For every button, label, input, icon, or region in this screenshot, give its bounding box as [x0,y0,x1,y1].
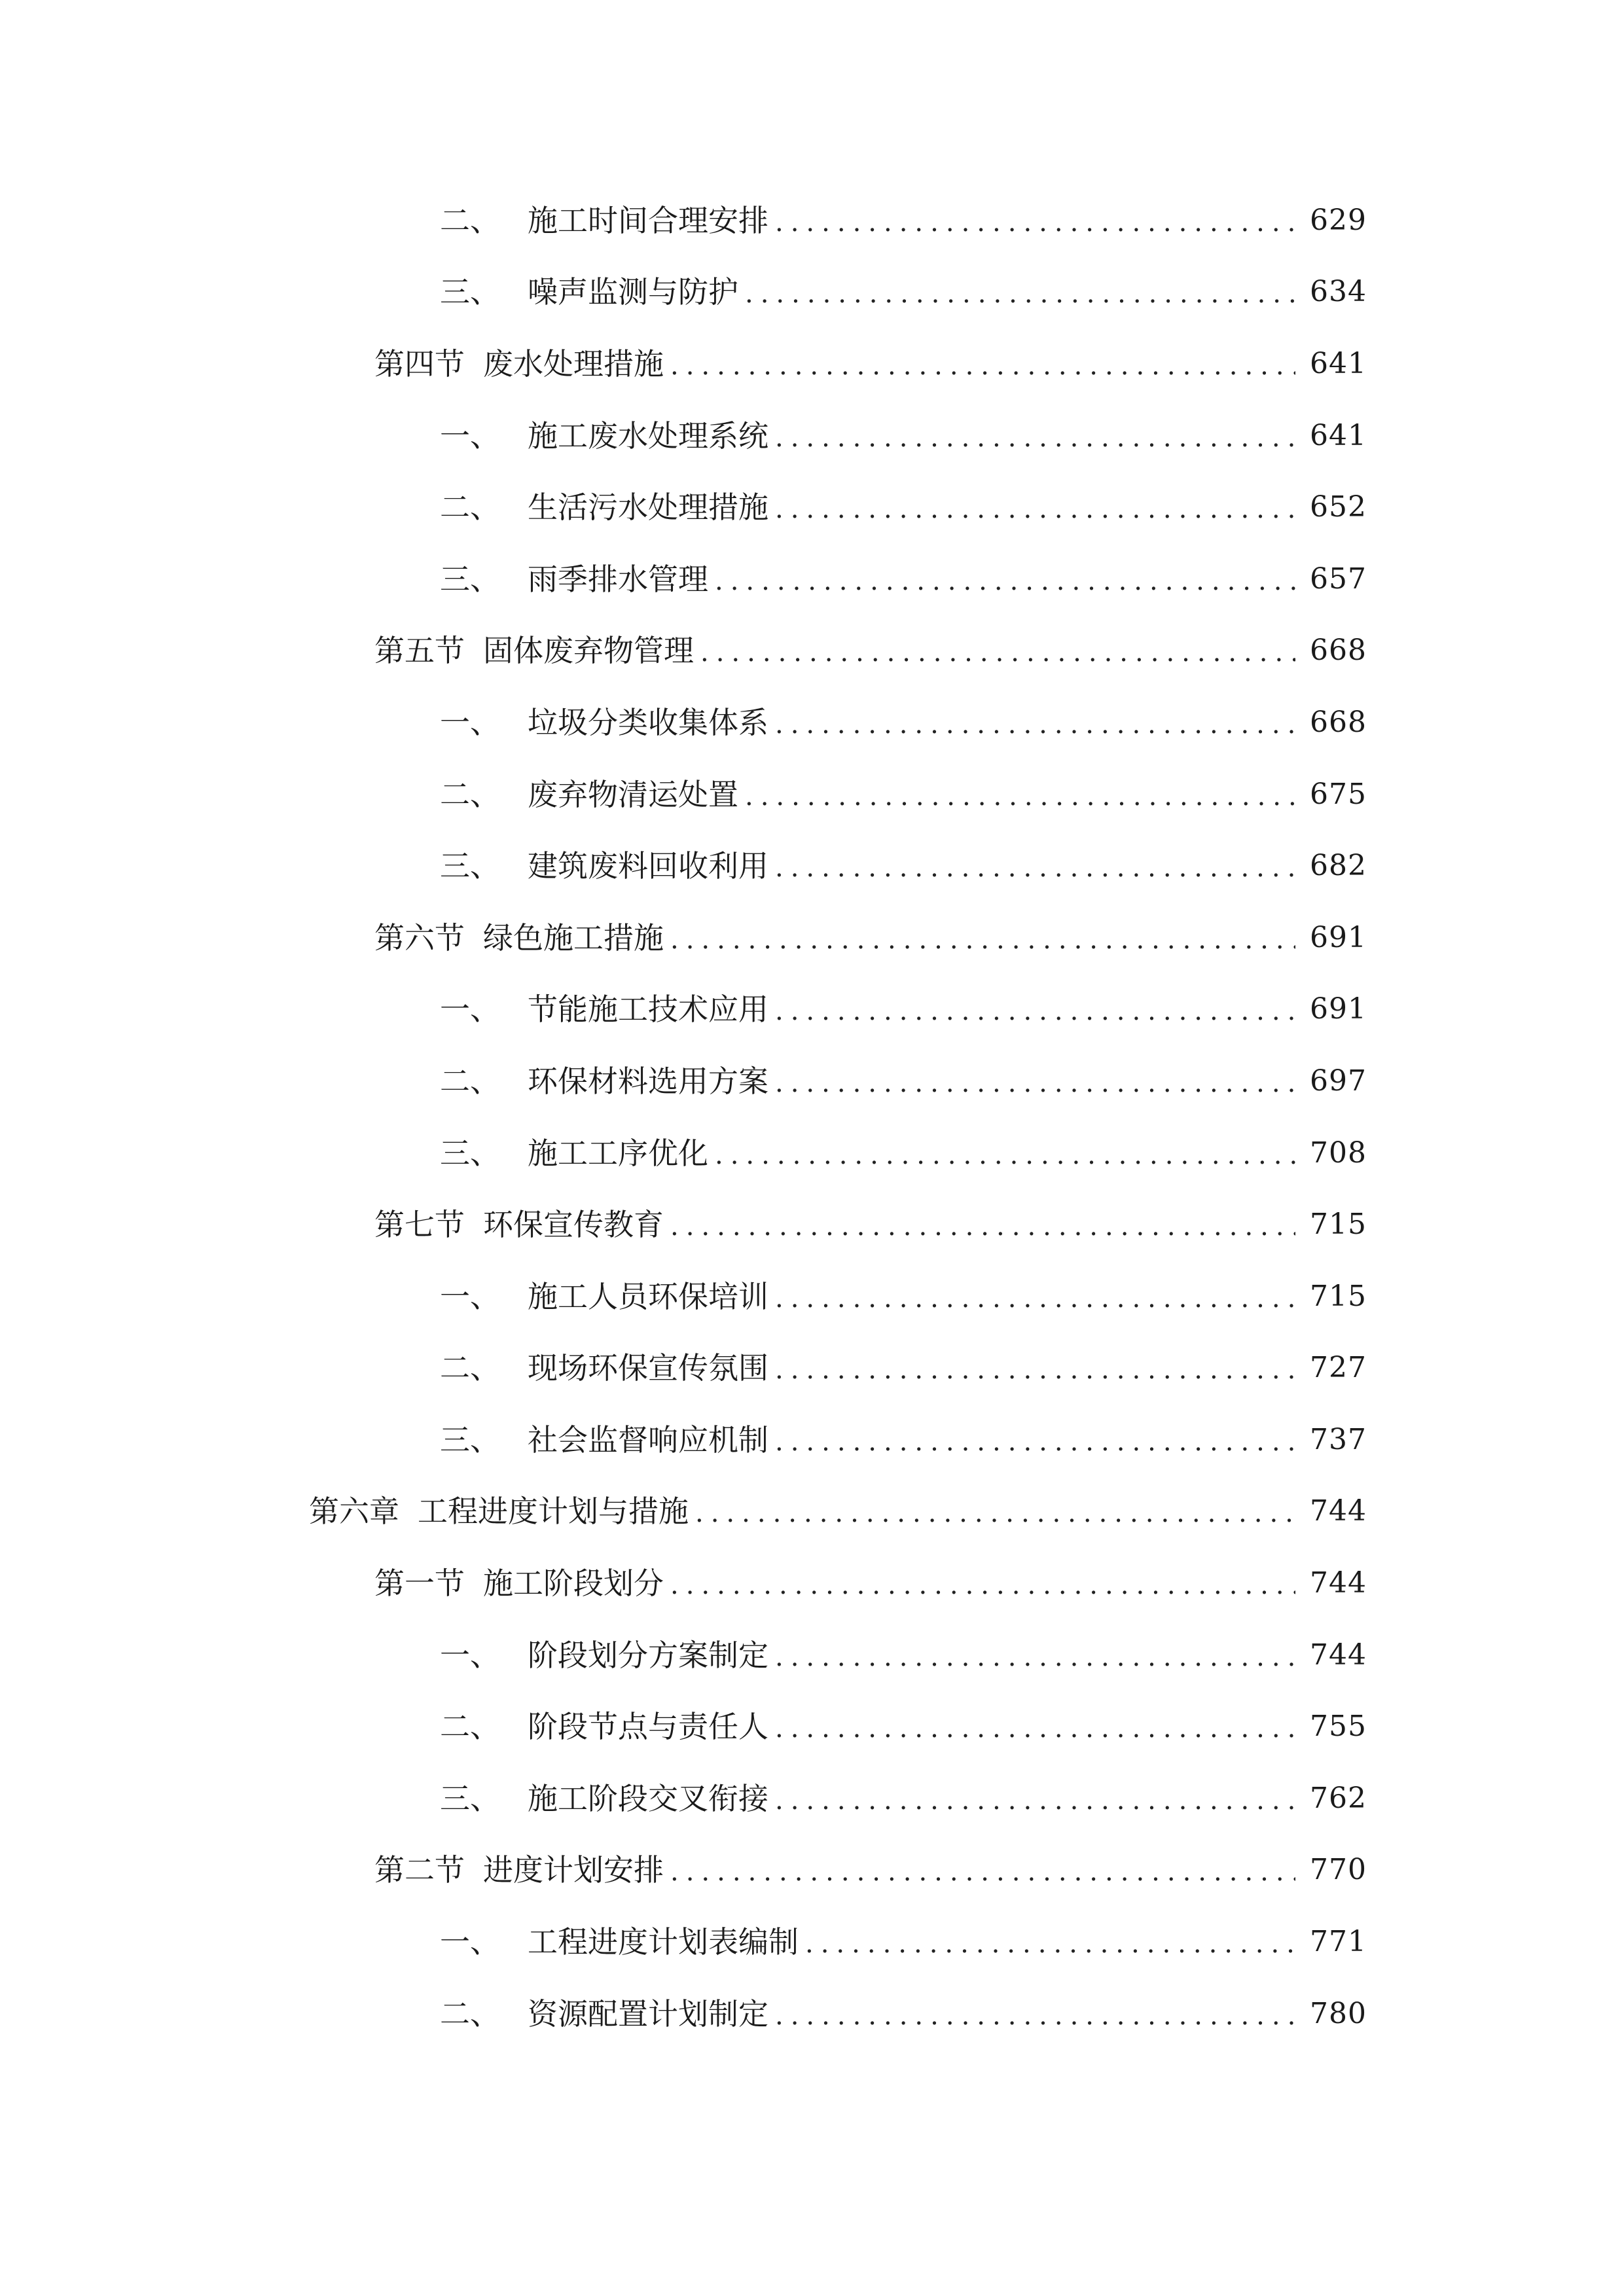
toc-entry-prefix: 三、 [440,1780,500,1816]
toc-entry-title: 噪声监测与防护 [528,274,738,310]
toc-entry-page-number: 641 [1310,346,1367,380]
toc-entry-prefix: 第二节 [374,1852,465,1888]
toc-entry-title: 社会监督响应机制 [528,1422,768,1458]
toc-entry[interactable] [0,1619,1624,1691]
toc-entry[interactable] [0,185,1624,257]
toc-entry-prefix: 一、 [440,1278,500,1314]
toc-entry-title: 工程进度计划与措施 [418,1494,689,1530]
toc-entry-prefix: 二、 [440,1709,500,1745]
dot-leader [670,923,1295,953]
dot-leader [775,1640,1295,1670]
toc-entry-prefix: 二、 [440,490,500,526]
toc-entry-page-number: 682 [1310,849,1367,883]
toc-entry-prefix: 二、 [440,776,500,812]
toc-entry-title: 施工阶段交叉衔接 [528,1780,768,1816]
dot-leader [670,349,1295,379]
toc-entry[interactable] [0,902,1624,974]
toc-entry-title: 生活污水处理措施 [528,490,768,526]
dot-leader [805,1927,1295,1957]
toc-entry-title: 进度计划安排 [483,1852,664,1888]
dot-leader [775,421,1295,451]
dot-leader [775,1282,1295,1312]
dot-leader [775,206,1295,236]
dot-leader [775,1353,1295,1383]
toc-entry-page-number: 780 [1310,1996,1367,2030]
toc-entry-title: 雨季排水管理 [528,561,708,597]
dot-leader [775,851,1295,881]
toc-entry-prefix: 第六章 [309,1494,399,1530]
dot-leader [700,636,1295,666]
toc-entry[interactable] [0,1189,1624,1261]
toc-entry[interactable] [0,257,1624,329]
toc-entry-page-number: 652 [1310,490,1367,524]
toc-entry-prefix: 三、 [440,561,500,597]
toc-entry-title: 阶段节点与责任人 [528,1709,768,1745]
toc-entry-prefix: 二、 [440,1996,500,2032]
dot-leader [745,780,1295,810]
toc-entry[interactable] [0,1978,1624,2050]
toc-entry-page-number: 657 [1310,562,1367,596]
toc-entry[interactable] [0,1333,1624,1405]
toc-entry-prefix: 一、 [440,992,500,1028]
toc-entry-prefix: 二、 [440,1350,500,1386]
toc-entry-page-number: 697 [1310,1064,1367,1098]
toc-entry-prefix: 第四节 [374,346,465,382]
toc-entry-title: 施工阶段划分 [483,1566,664,1602]
toc-entry[interactable] [0,1906,1624,1978]
toc-entry-prefix: 三、 [440,1422,500,1458]
dot-leader [745,277,1295,307]
toc-entry-page-number: 634 [1310,275,1367,309]
toc-entry-title: 节能施工技术应用 [528,992,768,1028]
toc-entry-page-number: 762 [1310,1781,1367,1815]
dot-leader [775,1066,1295,1096]
toc-entry-page-number: 675 [1310,777,1367,811]
dot-leader [775,994,1295,1024]
toc-entry-page-number: 744 [1310,1638,1367,1672]
toc-entry-page-number: 715 [1310,1208,1367,1242]
dot-leader [775,1784,1295,1814]
toc-entry-page-number: 629 [1310,203,1367,237]
toc-entry-prefix: 二、 [440,1063,500,1099]
toc-entry-title: 固体废弃物管理 [483,633,694,669]
toc-entry[interactable] [0,471,1624,543]
toc-entry-title: 垃圾分类收集体系 [528,704,768,740]
dot-leader [715,564,1295,594]
toc-entry-prefix: 第五节 [374,633,465,669]
toc-entry[interactable] [0,1261,1624,1333]
toc-entry-title: 施工工序优化 [528,1135,708,1171]
toc-entry[interactable] [0,400,1624,472]
toc-entry[interactable] [0,759,1624,831]
toc-entry[interactable] [0,687,1624,759]
toc-entry-prefix: 一、 [440,704,500,740]
toc-entry[interactable] [0,1117,1624,1189]
toc-entry[interactable] [0,543,1624,615]
toc-entry-page-number: 755 [1310,1710,1367,1744]
toc-entry[interactable] [0,1763,1624,1835]
toc-entry-page-number: 727 [1310,1351,1367,1385]
toc-entry-title: 废水处理措施 [483,346,664,382]
toc-entry-prefix: 一、 [440,1924,500,1960]
toc-entry-title: 废弃物清运处置 [528,776,738,812]
toc-entry-prefix: 一、 [440,418,500,454]
table-of-contents [0,185,1624,2049]
dot-leader [670,1210,1295,1240]
toc-entry[interactable] [0,974,1624,1046]
toc-entry-page-number: 715 [1310,1279,1367,1313]
toc-entry-prefix: 三、 [440,274,500,310]
toc-entry[interactable] [0,1476,1624,1548]
dot-leader [695,1496,1295,1526]
toc-entry-prefix: 三、 [440,848,500,884]
toc-entry-prefix: 第七节 [374,1207,465,1243]
toc-entry-prefix: 第六节 [374,920,465,956]
toc-entry[interactable] [0,1835,1624,1907]
toc-entry-page-number: 641 [1310,418,1367,452]
dot-leader [670,1568,1295,1598]
toc-entry-prefix: 二、 [440,202,500,238]
toc-entry[interactable] [0,328,1624,400]
toc-entry-page-number: 744 [1310,1494,1367,1528]
dot-leader [775,492,1295,522]
toc-entry[interactable] [0,1691,1624,1763]
toc-entry[interactable] [0,830,1624,902]
toc-entry[interactable] [0,1045,1624,1117]
toc-entry[interactable] [0,615,1624,687]
dot-leader [775,1712,1295,1742]
toc-entry-page-number: 668 [1310,634,1367,668]
toc-entry-title: 工程进度计划表编制 [528,1924,799,1960]
toc-entry-title: 阶段划分方案制定 [528,1637,768,1673]
toc-entry-page-number: 691 [1310,920,1367,954]
toc-entry-page-number: 771 [1310,1925,1367,1959]
toc-entry-prefix: 第一节 [374,1566,465,1602]
toc-entry-prefix: 一、 [440,1637,500,1673]
toc-entry-title: 施工人员环保培训 [528,1278,768,1314]
dot-leader [670,1855,1295,1885]
toc-entry-page-number: 691 [1310,992,1367,1026]
toc-entry[interactable] [0,1547,1624,1619]
toc-entry[interactable] [0,1404,1624,1476]
dot-leader [715,1138,1295,1168]
toc-entry-page-number: 737 [1310,1422,1367,1456]
toc-entry-page-number: 708 [1310,1136,1367,1170]
toc-entry-title: 环保宣传教育 [483,1207,664,1243]
toc-entry-page-number: 668 [1310,705,1367,739]
toc-entry-title: 施工时间合理安排 [528,202,768,238]
toc-entry-title: 资源配置计划制定 [528,1996,768,2032]
dot-leader [775,1425,1295,1455]
toc-entry-page-number: 744 [1310,1566,1367,1600]
toc-entry-title: 建筑废料回收利用 [528,848,768,884]
dot-leader [775,708,1295,738]
toc-entry-title: 绿色施工措施 [483,920,664,956]
toc-entry-prefix: 三、 [440,1135,500,1171]
toc-entry-title: 现场环保宣传氛围 [528,1350,768,1386]
toc-entry-title: 环保材料选用方案 [528,1063,768,1099]
toc-entry-page-number: 770 [1310,1853,1367,1887]
dot-leader [775,1999,1295,2029]
toc-entry-title: 施工废水处理系统 [528,418,768,454]
